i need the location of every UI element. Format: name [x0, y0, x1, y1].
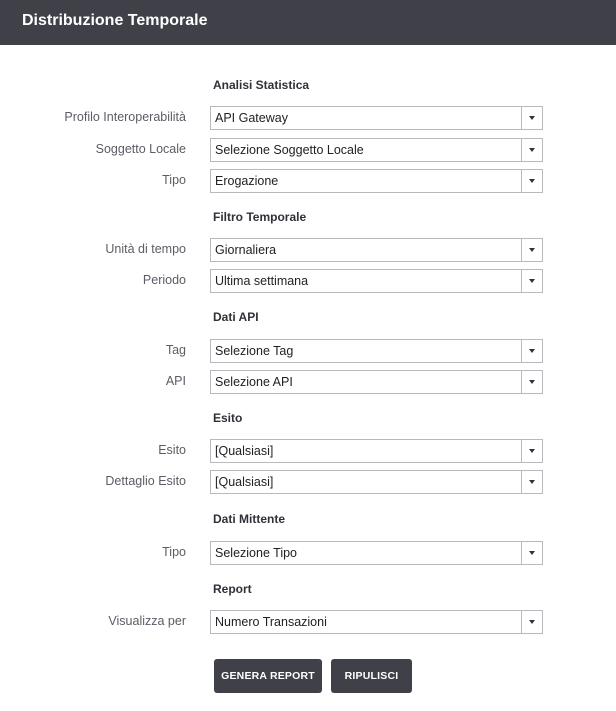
profilo-value: API Gateway — [215, 111, 288, 125]
api-select[interactable] — [210, 370, 543, 394]
unita-label: Unità di tempo — [105, 242, 186, 256]
soggetto-value: Selezione Soggetto Locale — [215, 143, 364, 157]
tipo-mittente-select[interactable] — [210, 541, 543, 565]
tipo-select[interactable] — [210, 169, 543, 193]
visualizza-label: Visualizza per — [108, 614, 186, 628]
dettaglio-esito-value: [Qualsiasi] — [215, 475, 274, 489]
api-value: Selezione API — [215, 375, 293, 389]
periodo-select[interactable] — [210, 269, 543, 293]
chevron-down-icon — [529, 349, 535, 353]
tag-label: Tag — [165, 343, 186, 357]
tipo-mittente-dropdown-button[interactable] — [521, 542, 542, 564]
visualizza-select[interactable] — [210, 610, 543, 634]
tag-select[interactable] — [210, 339, 543, 363]
dettaglio-esito-select[interactable] — [210, 470, 543, 494]
chevron-down-icon — [529, 148, 535, 152]
chevron-down-icon — [529, 380, 535, 384]
section-filtro-temporale: Filtro Temporale — [213, 210, 307, 224]
chevron-down-icon — [529, 551, 535, 555]
api-label: API — [165, 374, 186, 388]
profilo-label: Profilo Interoperabilità — [64, 110, 186, 124]
tipo-label: Tipo — [162, 173, 186, 187]
unita-select[interactable] — [210, 238, 543, 262]
unita-value: Giornaliera — [215, 243, 277, 257]
periodo-dropdown-button[interactable] — [521, 270, 542, 292]
profilo-select[interactable] — [210, 106, 543, 130]
chevron-down-icon — [529, 179, 535, 183]
soggetto-dropdown-button[interactable] — [521, 139, 542, 161]
unita-dropdown-button[interactable] — [521, 239, 542, 261]
section-dati-mittente: Dati Mittente — [213, 512, 285, 526]
dettaglio-esito-dropdown-button[interactable] — [521, 471, 542, 493]
soggetto-label: Soggetto Locale — [95, 142, 186, 156]
page-title: Distribuzione Temporale — [22, 12, 208, 29]
section-analisi-statistica: Analisi Statistica — [213, 78, 310, 92]
tag-dropdown-button[interactable] — [521, 340, 542, 362]
chevron-down-icon — [529, 279, 535, 283]
section-report: Report — [213, 582, 252, 596]
chevron-down-icon — [529, 449, 535, 453]
soggetto-select[interactable] — [210, 138, 543, 162]
tipo-mittente-label: Tipo — [162, 545, 186, 559]
section-esito: Esito — [213, 411, 243, 425]
tipo-value: Erogazione — [215, 174, 279, 188]
profilo-dropdown-button[interactable] — [521, 107, 542, 129]
chevron-down-icon — [529, 116, 535, 120]
tipo-dropdown-button[interactable] — [521, 170, 542, 192]
title-bar — [0, 0, 616, 45]
tag-value: Selezione Tag — [215, 344, 294, 358]
section-dati-api: Dati API — [213, 310, 259, 324]
esito-select[interactable] — [210, 439, 543, 463]
ripulisci-button[interactable]: RIPULISCI — [331, 659, 412, 693]
esito-dropdown-button[interactable] — [521, 440, 542, 462]
tipo-mittente-value: Selezione Tipo — [215, 546, 298, 560]
periodo-value: Ultima settimana — [215, 274, 309, 288]
dettaglio-esito-label: Dettaglio Esito — [105, 474, 186, 488]
chevron-down-icon — [529, 248, 535, 252]
api-dropdown-button[interactable] — [521, 371, 542, 393]
esito-value: [Qualsiasi] — [215, 444, 274, 458]
chevron-down-icon — [529, 620, 535, 624]
periodo-label: Periodo — [142, 273, 186, 287]
visualizza-dropdown-button[interactable] — [521, 611, 542, 633]
esito-label: Esito — [158, 443, 186, 457]
chevron-down-icon — [529, 480, 535, 484]
genera-report-button[interactable]: GENERA REPORT — [214, 659, 322, 693]
visualizza-value: Numero Transazioni — [215, 615, 327, 629]
